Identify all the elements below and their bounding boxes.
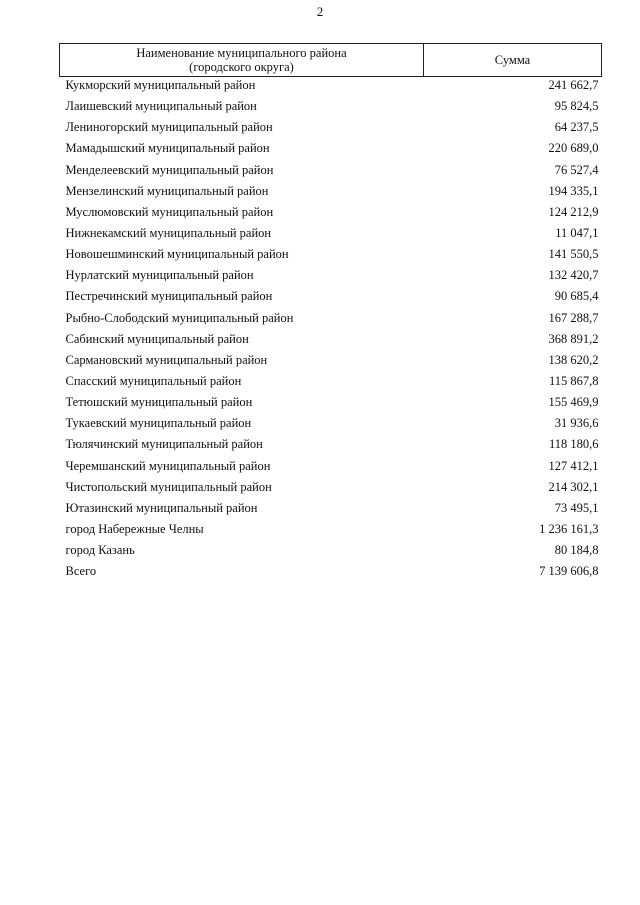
row-sum: 194 335,1 [548, 183, 599, 198]
row-sum: 64 237,5 [554, 120, 599, 135]
column-header-name-line2: (городского округа) [189, 60, 294, 74]
row-sum: 127 412,1 [548, 458, 599, 473]
row-name: Тукаевский муниципальный район [65, 416, 252, 431]
table-row [60, 459, 602, 480]
table-row [60, 353, 602, 374]
row-sum: 368 891,2 [548, 331, 599, 346]
table-row [60, 416, 602, 437]
table-row [60, 205, 602, 226]
table-row [60, 564, 602, 585]
row-name: Тетюшский муниципальный район [65, 395, 253, 410]
row-sum: 214 302,1 [548, 479, 599, 494]
table-row [60, 141, 602, 162]
table-row [60, 395, 602, 416]
table-row [60, 480, 602, 501]
row-sum: 220 689,0 [548, 141, 599, 156]
table-row [60, 501, 602, 522]
row-name: Тюлячинский муниципальный район [65, 437, 263, 452]
row-name: Сабинский муниципальный район [65, 331, 249, 346]
row-sum: 118 180,6 [548, 437, 599, 452]
row-sum: 31 936,6 [554, 416, 599, 431]
table-row [60, 311, 602, 332]
row-name: Мензелинский муниципальный район [65, 183, 269, 198]
row-name: Черемшанский муниципальный район [65, 458, 271, 473]
table-row [60, 247, 602, 268]
column-header-name [60, 44, 424, 77]
row-sum: 80 184,8 [554, 543, 599, 558]
row-name: Муслюмовский муниципальный район [65, 204, 274, 219]
page-number: 2 [316, 4, 324, 19]
table-row [60, 184, 602, 205]
row-sum: 11 047,1 [555, 225, 599, 240]
row-name: Нижнекамский муниципальный район [65, 225, 272, 240]
row-sum: 73 495,1 [554, 500, 599, 515]
row-name: Лениногорский муниципальный район [65, 120, 273, 135]
row-sum: 138 620,2 [548, 352, 599, 367]
table-row [60, 289, 602, 310]
row-name: Кукморский муниципальный район [65, 78, 256, 92]
row-name: город Казань [65, 543, 135, 558]
table-row [60, 543, 602, 564]
row-sum: 7 139 606,8 [539, 564, 599, 579]
row-sum: 124 212,9 [548, 204, 599, 219]
table-row [60, 374, 602, 395]
row-sum: 90 685,4 [554, 289, 599, 304]
row-name: Всего [65, 564, 97, 579]
row-sum: 155 469,9 [548, 395, 599, 410]
row-name: Менделеевский муниципальный район [65, 162, 274, 177]
row-sum: 167 288,7 [548, 310, 599, 325]
row-sum: 141 550,5 [548, 247, 599, 262]
table-row [60, 437, 602, 458]
budget-table [59, 43, 602, 585]
row-name: Ютазинский муниципальный район [65, 500, 258, 515]
row-name: Новошешминский муниципальный район [65, 247, 289, 262]
row-name: Пестречинский муниципальный район [65, 289, 273, 304]
table-row [60, 522, 602, 543]
table-row [60, 163, 602, 184]
row-sum: 95 824,5 [554, 99, 599, 114]
row-sum: 115 867,8 [548, 373, 599, 388]
row-name: город Набережные Челны [65, 521, 204, 536]
table-row [60, 226, 602, 247]
row-sum: 76 527,4 [554, 162, 599, 177]
row-name: Лаишевский муниципальный район [65, 99, 257, 114]
row-name: Чистопольский муниципальный район [65, 479, 272, 494]
table-row [60, 77, 602, 100]
row-name: Спасский муниципальный район [65, 373, 242, 388]
row-sum: 132 420,7 [548, 268, 599, 283]
row-name: Рыбно-Слободский муниципальный район [65, 310, 294, 325]
row-name: Нурлатский муниципальный район [65, 268, 254, 283]
row-name: Мамадышский муниципальный район [65, 141, 270, 156]
table-row [60, 99, 602, 120]
table-row [60, 268, 602, 289]
row-sum: 241 662,7 [548, 78, 599, 92]
table-row [60, 332, 602, 353]
row-sum: 1 236 161,3 [539, 521, 599, 536]
table-body [60, 77, 602, 586]
table-header-row [60, 44, 602, 77]
column-header-name-line1: Наименование муниципального района [136, 46, 347, 60]
table-row [60, 120, 602, 141]
column-header-sum: Сумма [424, 44, 602, 77]
row-name: Сармановский муниципальный район [65, 352, 268, 367]
